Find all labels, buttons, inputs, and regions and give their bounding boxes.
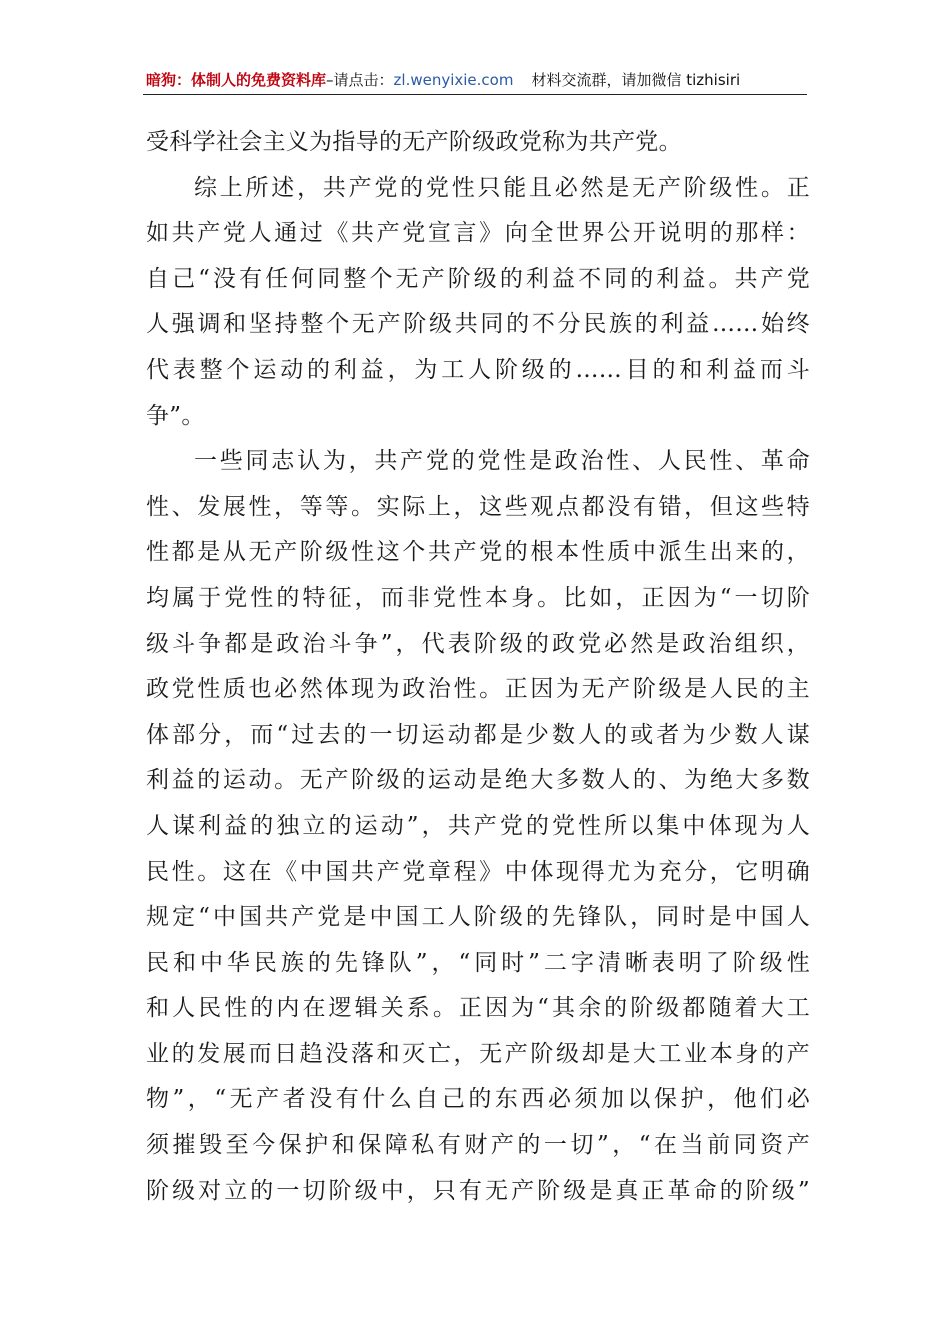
text-line: 物”，“无产者没有什么自己的东西必须加以保护，他们必 bbox=[146, 1086, 810, 1113]
text-line: 代表整个运动的利益，为工人阶级的……目的和利益而斗 bbox=[146, 356, 810, 383]
text-line: 自己“没有任何同整个无产阶级的利益不同的利益。共产党 bbox=[146, 265, 810, 292]
text-line: 如共产党人通过《共产党宣言》向全世界公开说明的那样： bbox=[146, 220, 810, 247]
text-line: 政党性质也必然体现为政治性。正因为无产阶级是人民的主 bbox=[146, 676, 810, 703]
header-click-prefix: –请点击： bbox=[326, 71, 394, 89]
header-brand: 暗狗：体制人的免费资料库 bbox=[146, 71, 327, 89]
text-line: 级斗争都是政治斗争”，代表阶级的政党必然是政治组织， bbox=[146, 630, 810, 657]
text-line: 和人民性的内在逻辑关系。正因为“其余的阶级都随着大工 bbox=[146, 995, 810, 1022]
text-line: 一些同志认为，共产党的党性是政治性、人民性、革命 bbox=[194, 448, 810, 475]
page-header bbox=[146, 66, 806, 94]
header-url-link[interactable]: zl.wenyixie.com bbox=[393, 71, 514, 89]
document-body bbox=[146, 120, 810, 1214]
header-divider bbox=[143, 94, 807, 95]
text-line: 民性。这在《中国共产党章程》中体现得尤为充分，它明确 bbox=[146, 858, 810, 885]
text-line: 须摧毁至今保护和保障私有财产的一切”，“在当前同资产 bbox=[146, 1132, 810, 1159]
text-line: 业的发展而日趋没落和灭亡，无产阶级却是大工业本身的产 bbox=[146, 1040, 810, 1067]
text-line: 综上所述，共产党的党性只能且必然是无产阶级性。正 bbox=[194, 174, 810, 201]
text-line: 性都是从无产阶级性这个共产党的根本性质中派生出来的， bbox=[146, 539, 810, 566]
text-line: 争”。 bbox=[146, 402, 205, 429]
text-line: 均属于党性的特征，而非党性本身。比如，正因为“一切阶 bbox=[146, 584, 810, 611]
text-line: 规定“中国共产党是中国工人阶级的先锋队，同时是中国人 bbox=[146, 904, 810, 931]
text-line: 利益的运动。无产阶级的运动是绝大多数人的、为绝大多数 bbox=[146, 767, 810, 794]
text-line: 民和中华民族的先锋队”，“同时”二字清晰表明了阶级性 bbox=[146, 949, 810, 976]
text-line: 受科学社会主义为指导的无产阶级政党称为共产党。 bbox=[146, 129, 682, 155]
header-contact: 材料交流群，请加微信 tizhisiri bbox=[531, 71, 741, 89]
text-line: 人谋利益的独立的运动”，共产党的党性所以集中体现为人 bbox=[146, 812, 810, 839]
text-line: 体部分，而“过去的一切运动都是少数人的或者为少数人谋 bbox=[146, 721, 810, 748]
text-line: 性、发展性，等等。实际上，这些观点都没有错，但这些特 bbox=[146, 493, 810, 520]
text-line: 阶级对立的一切阶级中，只有无产阶级是真正革命的阶级” bbox=[146, 1177, 810, 1204]
text-line: 人强调和坚持整个无产阶级共同的不分民族的利益……始终 bbox=[146, 311, 810, 338]
